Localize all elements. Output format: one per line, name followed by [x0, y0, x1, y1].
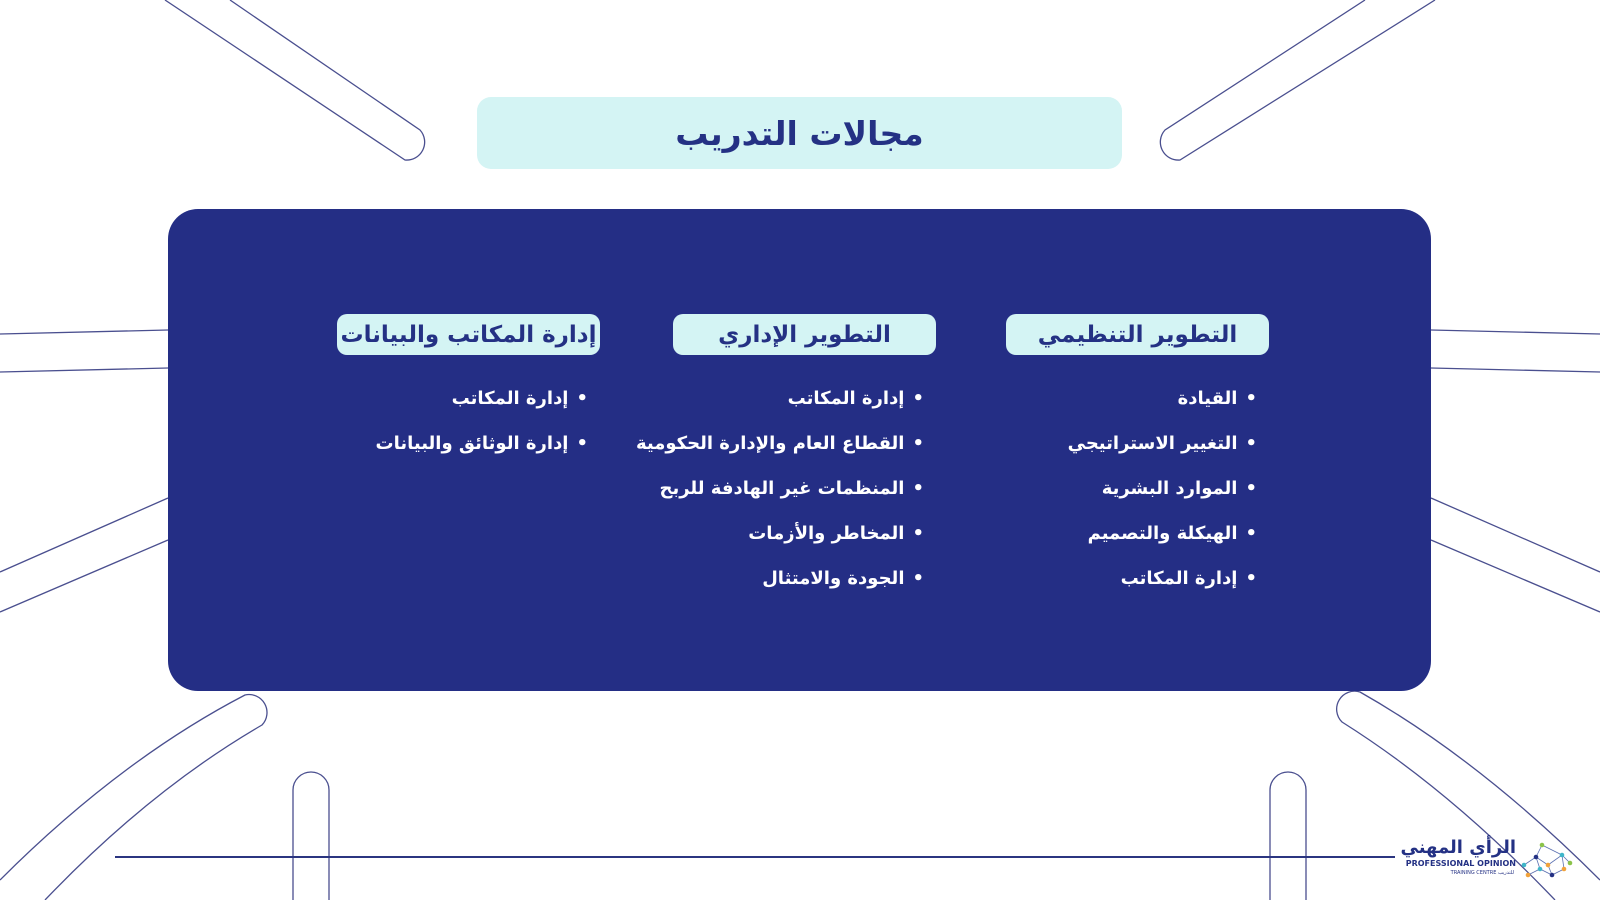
bullet-icon: •: [912, 433, 924, 454]
column-heading: التطوير الإداري: [673, 314, 936, 355]
title-banner: [477, 97, 1122, 169]
list-item: •الموارد البشرية: [1101, 478, 1257, 499]
bullet-icon: •: [1245, 478, 1257, 499]
list-item: •إدارة الوثائق والبيانات: [375, 433, 588, 454]
list-item: •التغيير الاستراتيجي: [1067, 433, 1257, 454]
bullet-icon: •: [576, 388, 588, 409]
training-areas-panel: [168, 209, 1431, 691]
item-list: [999, 376, 1269, 601]
list-item: •القطاع العام والإدارة الحكومية: [635, 433, 924, 454]
bullet-icon: •: [1245, 523, 1257, 544]
list-item: •إدارة المكاتب: [787, 388, 924, 409]
logo-name-english: PROFESSIONAL OPINION: [1405, 859, 1516, 868]
item-list: [320, 376, 600, 466]
list-item: •القيادة: [1177, 388, 1257, 409]
bullet-icon: •: [912, 478, 924, 499]
bullet-icon: •: [576, 433, 588, 454]
footer-divider: [115, 856, 1395, 858]
network-logo-icon: [1518, 835, 1574, 883]
bullet-icon: •: [912, 523, 924, 544]
list-item: •الجودة والامتثال: [762, 568, 924, 589]
column-administrative-development: [635, 314, 936, 601]
list-item: •الهيكلة والتصميم: [1087, 523, 1257, 544]
brand-logo: [1400, 833, 1578, 883]
column-office-and-data-management: [320, 314, 600, 466]
bullet-icon: •: [1245, 568, 1257, 589]
column-organizational-development: [999, 314, 1269, 601]
logo-subtitle: TRAINING CENTRE للتدريب: [1450, 870, 1514, 876]
bullet-icon: •: [912, 568, 924, 589]
page-title: مجالات التدريب: [675, 113, 924, 153]
bullet-icon: •: [1245, 433, 1257, 454]
list-item: •إدارة المكاتب: [1120, 568, 1257, 589]
item-list: [635, 376, 936, 601]
list-item: •المنظمات غير الهادفة للربح: [659, 478, 924, 499]
column-heading: إدارة المكاتب والبيانات: [337, 314, 600, 355]
bullet-icon: •: [912, 388, 924, 409]
column-heading: التطوير التنظيمي: [1006, 314, 1269, 355]
list-item: •إدارة المكاتب: [451, 388, 588, 409]
bullet-icon: •: [1245, 388, 1257, 409]
logo-name-arabic: الرأي المهني: [1400, 837, 1516, 858]
list-item: •المخاطر والأزمات: [748, 523, 924, 544]
